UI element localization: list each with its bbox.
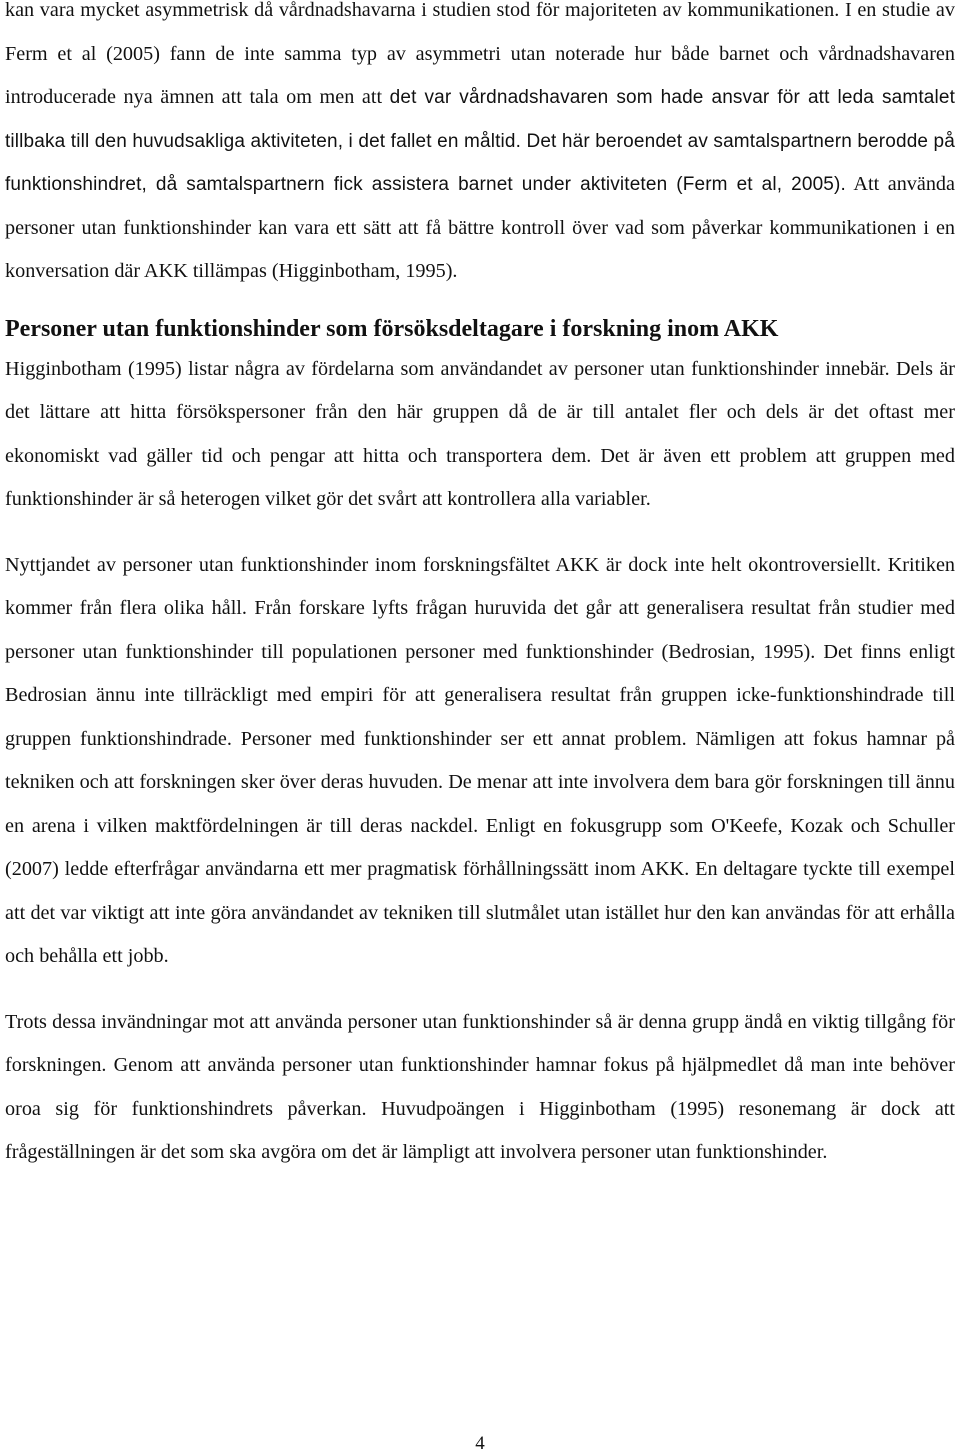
paragraph-text-serif-2: Att använda personer utan funktionshinder kan vara ett sätt att få bättre kontroll över vad som påverkar kommunikationen i en konversation där AKK tillämpas (Higginbotham, 1995). bbox=[5, 173, 955, 282]
page-number: 4 bbox=[475, 1433, 485, 1454]
body-paragraph-continued bbox=[5, 0, 955, 294]
document-page bbox=[5, 0, 955, 1175]
paragraph-text-serif-1: kan vara mycket asymmetrisk då vårdnadshavarna i studien stod för majoriteten av kommunikationen. I en studie av Ferm et al (2005) fann de inte samma typ av asymmetri utan noterade hur både barnet och vårdnadshavaren introducerade nya ämnen att tala om men att bbox=[5, 0, 955, 108]
paragraph-text-sans: det var vårdnadshavaren som hade ansvar för att leda samtalet tillbaka till den huvudsakliga aktiviteten, i det fallet en måltid. Det här beroendet av samtalspartnern berodde på funktionshindret, då samtalspartnern fick assistera barnet under aktiviteten (Ferm et al, 2005). bbox=[5, 87, 955, 195]
body-paragraph-3: Trots dessa invändningar mot att använda personer utan funktionshinder så är denna grupp ändå en viktig tillgång för forskningen. Genom att använda personer utan funktionshinder hamnar fokus på hjälpmedlet då man inte behöver oroa sig för funktionshindrets påverkan. Huvudpoängen i Higginbotham (1995) resonemang är dock att frågeställningen är det som ska avgöra om det är lämpligt att involvera personer utan funktionshinder. bbox=[5, 1010, 955, 1163]
body-paragraph-1: Higginbotham (1995) listar några av fördelarna som användandet av personer utan funktionshinder innebär. Dels är det lättare att hitta försökspersoner från den här gruppen då de är till antalet fler och dels är det oftast mer ekonomiskt vad gäller tid och pengar att hitta och transportera dem. Det är även ett problem att gruppen med funktionshinder är så heterogen vilket gör det svårt att kontrollera alla variabler. bbox=[5, 357, 955, 510]
section-heading: Personer utan funktionshinder som försöksdeltagare i forskning inom AKK bbox=[5, 315, 779, 342]
body-paragraph-2: Nyttjandet av personer utan funktionshinder inom forskningsfältet AKK är dock inte helt okontroversiellt. Kritiken kommer från flera olika håll. Från forskare lyfts frågan huruvida det går att generalisera resultat från studier med personer utan funktionshinder till populationen personer med funktionshinder (Bedrosian, 1995). Det finns enligt Bedrosian ännu inte tillräckligt med empiri för att generalisera resultat från gruppen icke-funktionshindrade till gruppen funktionshindrade. Personer med funktionshinder ser ett annat problem. Nämligen att fokus hamnar på tekniken och att forskningen sker över deras huvuden. De menar att inte involvera dem bara gör forskningen till ännu en arena i vilken maktfördelningen är till deras nackdel. Enligt en fokusgrupp som O'Keefe, Kozak och Schuller (2007) ledde efterfrågar användarna ett mer pragmatisk förhållningssätt inom AKK. En deltagare tyckte till exempel att det var viktigt att inte göra användandet av tekniken till slutmålet utan istället hur den kan användas för att erhålla och behålla ett jobb. bbox=[5, 553, 955, 967]
